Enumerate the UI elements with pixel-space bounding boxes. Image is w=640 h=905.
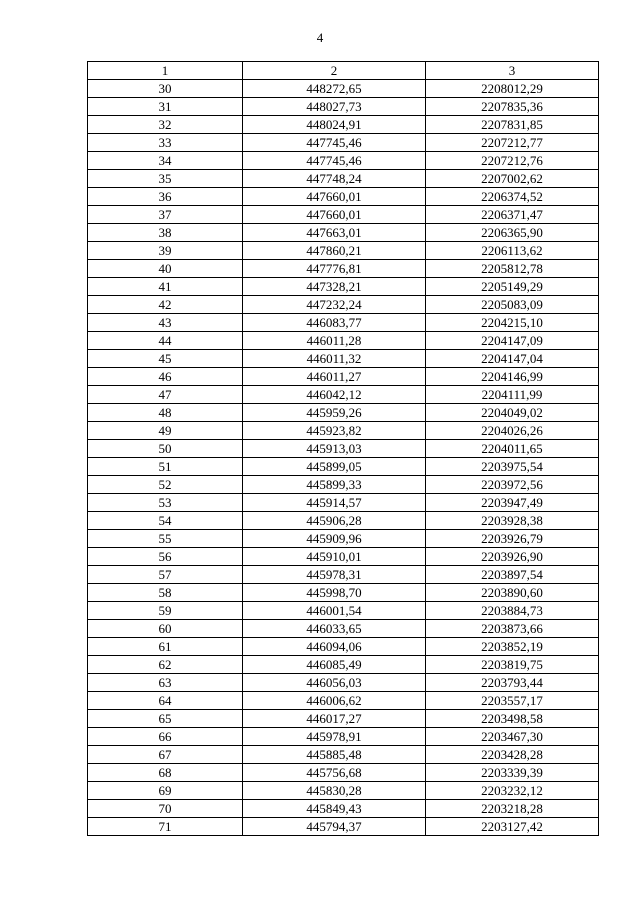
table-row [88,620,599,638]
point-number-cell: 35 [88,170,243,188]
x-coordinate-cell: 445794,37 [243,818,426,836]
x-coordinate-cell: 446006,62 [243,692,426,710]
x-coordinate-cell: 447745,46 [243,152,426,170]
table-row [88,458,599,476]
point-number-cell: 49 [88,422,243,440]
x-coordinate-cell: 445913,03 [243,440,426,458]
x-coordinate-cell: 445978,91 [243,728,426,746]
y-coordinate-cell: 2203793,44 [426,674,599,692]
table-row [88,710,599,728]
table-row [88,206,599,224]
header-cell-x: 2 [243,62,426,80]
point-number-cell: 32 [88,116,243,134]
table-row [88,782,599,800]
point-number-cell: 39 [88,242,243,260]
point-number-cell: 71 [88,818,243,836]
x-coordinate-cell: 446001,54 [243,602,426,620]
coordinates-table [87,61,599,836]
y-coordinate-cell: 2203897,54 [426,566,599,584]
point-number-cell: 52 [88,476,243,494]
point-number-cell: 40 [88,260,243,278]
table-row [88,476,599,494]
point-number-cell: 33 [88,134,243,152]
table-row [88,584,599,602]
point-number-cell: 58 [88,584,243,602]
point-number-cell: 37 [88,206,243,224]
y-coordinate-cell: 2203926,90 [426,548,599,566]
y-coordinate-cell: 2204011,65 [426,440,599,458]
table-row [88,800,599,818]
table-row [88,386,599,404]
point-number-cell: 43 [88,314,243,332]
table-row [88,530,599,548]
y-coordinate-cell: 2204026,26 [426,422,599,440]
table-row [88,494,599,512]
x-coordinate-cell: 447660,01 [243,206,426,224]
table-row [88,278,599,296]
point-number-cell: 61 [88,638,243,656]
page-number: 4 [316,30,324,45]
y-coordinate-cell: 2205812,78 [426,260,599,278]
point-number-cell: 68 [88,764,243,782]
table-row [88,818,599,836]
point-number-cell: 63 [88,674,243,692]
y-coordinate-cell: 2204147,09 [426,332,599,350]
y-coordinate-cell: 2206374,52 [426,188,599,206]
x-coordinate-cell: 448024,91 [243,116,426,134]
point-number-cell: 65 [88,710,243,728]
x-coordinate-cell: 447663,01 [243,224,426,242]
point-number-cell: 69 [88,782,243,800]
y-coordinate-cell: 2204049,02 [426,404,599,422]
x-coordinate-cell: 447328,21 [243,278,426,296]
point-number-cell: 53 [88,494,243,512]
y-coordinate-cell: 2203873,66 [426,620,599,638]
x-coordinate-cell: 447776,81 [243,260,426,278]
y-coordinate-cell: 2204111,99 [426,386,599,404]
table-row [88,422,599,440]
x-coordinate-cell: 445756,68 [243,764,426,782]
x-coordinate-cell: 445910,01 [243,548,426,566]
point-number-cell: 62 [88,656,243,674]
point-number-cell: 59 [88,602,243,620]
y-coordinate-cell: 2204215,10 [426,314,599,332]
table-row [88,566,599,584]
y-coordinate-cell: 2207002,62 [426,170,599,188]
point-number-cell: 67 [88,746,243,764]
y-coordinate-cell: 2207835,36 [426,98,599,116]
x-coordinate-cell: 446033,65 [243,620,426,638]
x-coordinate-cell: 446017,27 [243,710,426,728]
table-row [88,692,599,710]
table-body [88,62,599,836]
y-coordinate-cell: 2203819,75 [426,656,599,674]
x-coordinate-cell: 445923,82 [243,422,426,440]
point-number-cell: 60 [88,620,243,638]
point-number-cell: 36 [88,188,243,206]
y-coordinate-cell: 2204146,99 [426,368,599,386]
table-row [88,260,599,278]
y-coordinate-cell: 2206371,47 [426,206,599,224]
table-row [88,314,599,332]
point-number-cell: 54 [88,512,243,530]
x-coordinate-cell: 445914,57 [243,494,426,512]
point-number-cell: 34 [88,152,243,170]
y-coordinate-cell: 2203947,49 [426,494,599,512]
point-number-cell: 50 [88,440,243,458]
y-coordinate-cell: 2207831,85 [426,116,599,134]
x-coordinate-cell: 446085,49 [243,656,426,674]
table-row [88,224,599,242]
y-coordinate-cell: 2203339,39 [426,764,599,782]
y-coordinate-cell: 2203884,73 [426,602,599,620]
y-coordinate-cell: 2203852,19 [426,638,599,656]
y-coordinate-cell: 2203498,58 [426,710,599,728]
point-number-cell: 64 [88,692,243,710]
y-coordinate-cell: 2203557,17 [426,692,599,710]
table-row [88,98,599,116]
x-coordinate-cell: 446011,32 [243,350,426,368]
y-coordinate-cell: 2204147,04 [426,350,599,368]
x-coordinate-cell: 446094,06 [243,638,426,656]
point-number-cell: 31 [88,98,243,116]
x-coordinate-cell: 445849,43 [243,800,426,818]
x-coordinate-cell: 447860,21 [243,242,426,260]
point-number-cell: 45 [88,350,243,368]
table-row [88,656,599,674]
y-coordinate-cell: 2203890,60 [426,584,599,602]
y-coordinate-cell: 2203232,12 [426,782,599,800]
table-row [88,638,599,656]
x-coordinate-cell: 445830,28 [243,782,426,800]
table-row [88,116,599,134]
y-coordinate-cell: 2206113,62 [426,242,599,260]
point-number-cell: 46 [88,368,243,386]
table-row [88,764,599,782]
point-number-cell: 47 [88,386,243,404]
x-coordinate-cell: 445959,26 [243,404,426,422]
point-number-cell: 57 [88,566,243,584]
table-row [88,242,599,260]
y-coordinate-cell: 2205083,09 [426,296,599,314]
x-coordinate-cell: 446056,03 [243,674,426,692]
header-cell-y: 3 [426,62,599,80]
table-row [88,440,599,458]
x-coordinate-cell: 448027,73 [243,98,426,116]
x-coordinate-cell: 446011,28 [243,332,426,350]
x-coordinate-cell: 447748,24 [243,170,426,188]
table-row [88,728,599,746]
table-row [88,350,599,368]
point-number-cell: 41 [88,278,243,296]
y-coordinate-cell: 2203467,30 [426,728,599,746]
table-row [88,674,599,692]
y-coordinate-cell: 2203218,28 [426,800,599,818]
x-coordinate-cell: 447232,24 [243,296,426,314]
y-coordinate-cell: 2207212,76 [426,152,599,170]
table-row [88,170,599,188]
x-coordinate-cell: 445899,33 [243,476,426,494]
point-number-cell: 44 [88,332,243,350]
x-coordinate-cell: 447745,46 [243,134,426,152]
x-coordinate-cell: 447660,01 [243,188,426,206]
x-coordinate-cell: 445909,96 [243,530,426,548]
table-row [88,548,599,566]
point-number-cell: 55 [88,530,243,548]
x-coordinate-cell: 446083,77 [243,314,426,332]
table-row [88,512,599,530]
y-coordinate-cell: 2203127,42 [426,818,599,836]
point-number-cell: 70 [88,800,243,818]
point-number-cell: 38 [88,224,243,242]
table-row [88,80,599,98]
y-coordinate-cell: 2203972,56 [426,476,599,494]
table-row [88,602,599,620]
x-coordinate-cell: 446042,12 [243,386,426,404]
y-coordinate-cell: 2203926,79 [426,530,599,548]
y-coordinate-cell: 2203428,28 [426,746,599,764]
point-number-cell: 51 [88,458,243,476]
x-coordinate-cell: 445906,28 [243,512,426,530]
y-coordinate-cell: 2203928,38 [426,512,599,530]
point-number-cell: 42 [88,296,243,314]
x-coordinate-cell: 445978,31 [243,566,426,584]
y-coordinate-cell: 2208012,29 [426,80,599,98]
table-row [88,368,599,386]
y-coordinate-cell: 2207212,77 [426,134,599,152]
table-row [88,746,599,764]
x-coordinate-cell: 448272,65 [243,80,426,98]
table-row [88,152,599,170]
header-cell-point-number: 1 [88,62,243,80]
y-coordinate-cell: 2206365,90 [426,224,599,242]
point-number-cell: 30 [88,80,243,98]
y-coordinate-cell: 2205149,29 [426,278,599,296]
x-coordinate-cell: 445998,70 [243,584,426,602]
table-row [88,332,599,350]
table-row [88,404,599,422]
table-row [88,134,599,152]
x-coordinate-cell: 445885,48 [243,746,426,764]
y-coordinate-cell: 2203975,54 [426,458,599,476]
x-coordinate-cell: 446011,27 [243,368,426,386]
table-row [88,296,599,314]
table-row [88,188,599,206]
point-number-cell: 66 [88,728,243,746]
point-number-cell: 48 [88,404,243,422]
table-header-row [88,62,599,80]
x-coordinate-cell: 445899,05 [243,458,426,476]
point-number-cell: 56 [88,548,243,566]
